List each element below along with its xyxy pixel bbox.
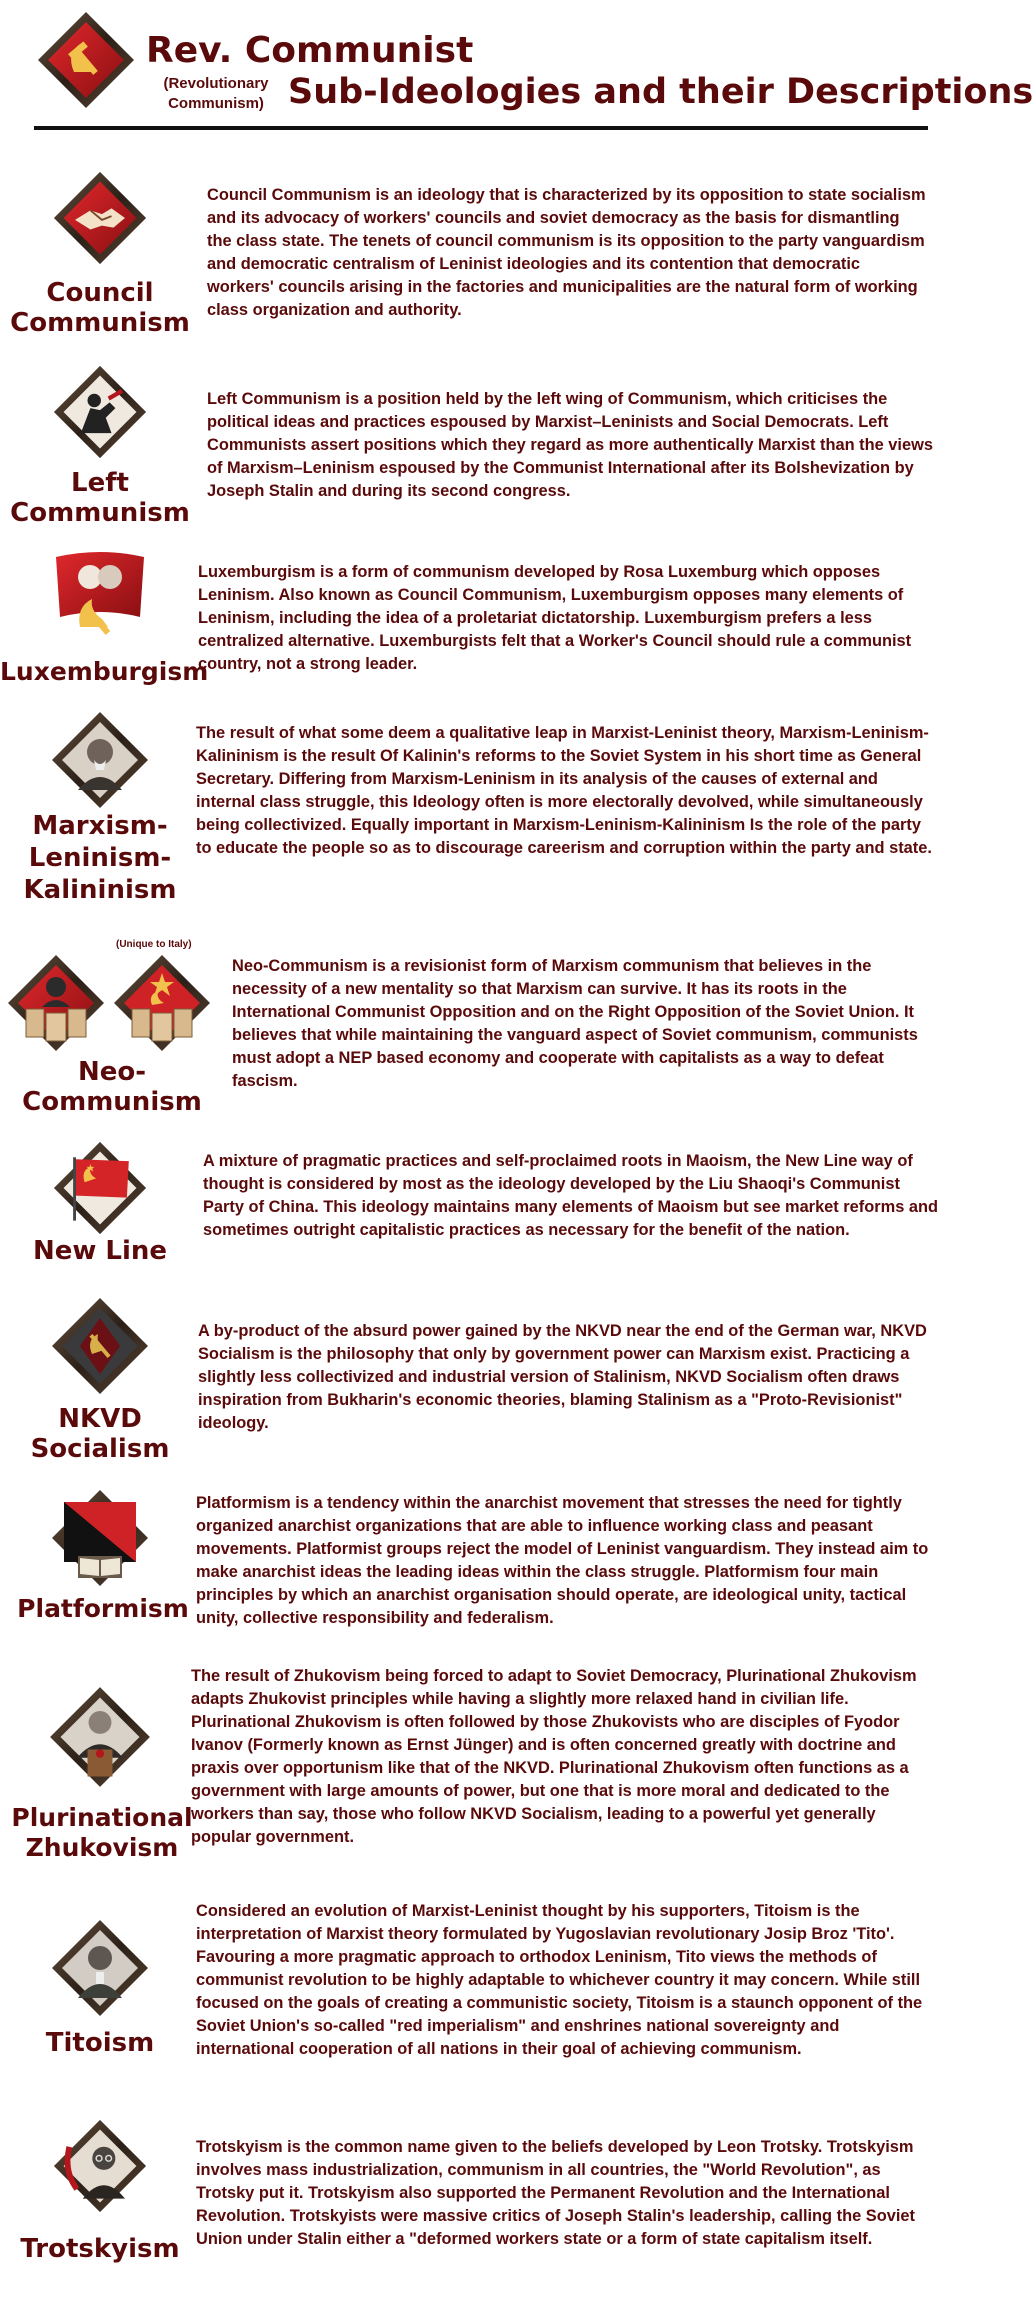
tito-portrait-icon <box>50 1918 150 2018</box>
ideology-description: Considered an evolution of Marxist-Leninist thought by his supporters, Titoism is the interpretation of Marxist theory formulated by Yugoslavian revolutionary Josip Broz 'Tito'. Favouring a more pragmatic approach to orthodox Leninism, Tito views the methods of communist revolution to be highly adaptable to whichever country it may concern. While still focused on the goals of creating a communistic society, Titoism is a staunch opponent of the Soviet Union's so-called "red imperialism" and enshrines national sovereignty and international cooperation of all nations in their goal of achieving communism. <box>196 1902 923 2058</box>
ideology-row <box>0 1292 952 1472</box>
ideology-label: Platformism <box>17 1594 189 1623</box>
ideology-row <box>0 710 952 920</box>
ideology-label: Neo-Communism <box>22 1057 202 1117</box>
market-bags-icon <box>112 953 212 1053</box>
ideology-label: Council Communism <box>10 278 190 338</box>
ideology-row <box>0 160 952 350</box>
ideology-row <box>0 1898 952 2098</box>
fighters-icon <box>52 364 148 460</box>
ideology-description: Platformism is a tendency within the anarchist movement that stresses the need for tightly organized anarchist organizations that are able to influence working class and peasant movements. Platformist groups reject the model of Leninist vanguardism. They instead aim to make anarchist ideas the leading ideas within the class struggle. Platformism four main principles by which an anarchist organisation should operate, are ideological unity, tactical unity, collective responsibility and federalism. <box>196 1494 929 1627</box>
trotsky-portrait-icon <box>52 2118 148 2214</box>
ideology-row <box>0 545 952 700</box>
ideology-description: Neo-Communism is a revisionist form of Marxism communism that believes in the necessity of a new mentality so that Marxism can survive. It has its roots in the International Communist Opposition and on the Right Opposition of the Soviet Union. It believes that while maintaining the vanguard aspect of Soviet communism, communists must adopt a NEP based economy and cooperate with capitalists as a way to defeat fascism. <box>232 957 918 1090</box>
ideology-description: Luxemburgism is a form of communism developed by Rosa Luxemburg which opposes Leninism. Also known as Council Communism, Luxemburgism opposes many elements of Leninism, including the idea of a proletariat dictatorship. Luxemburgism prefers a less centralized alternative. Luxemburgists felt that a Worker's Council should rule a communist country, not a strong leader. <box>198 563 912 673</box>
header-divider <box>34 126 928 130</box>
orator-portrait-icon <box>48 1685 152 1789</box>
ideology-description: Left Communism is a position held by the left wing of Communism, which criticises the political ideas and practices espoused by Marxist–Leninists and Social Democrats. Left Communists assert positions which they regard as more authentically Marxist than the views of Marxism–Leninism espoused by the Communist International after its Bolshevization by Joseph Stalin and during its second congress. <box>207 390 933 500</box>
ideology-row <box>0 360 952 530</box>
ideology-label: New Line <box>32 1236 168 1266</box>
ideology-description: Trotskyism is the common name given to the beliefs developed by Leon Trotsky. Trotskyism involves mass industrialization, communism in all countries, the "World Revolution", as Trotsky put it. Trotskyism also supported the Permanent Revolution and the International Revolution. Trotskyists were massive critics of Joseph Stalin's leadership, calling the Soviet Union under Stalin either a "deformed workers state or a form of state capitalism itself. <box>196 2138 915 2248</box>
ideology-row <box>0 2112 952 2297</box>
ideology-row <box>0 935 952 1135</box>
handshake-icon <box>52 170 148 266</box>
page-header <box>0 0 1033 132</box>
luxemburg-flag-icon <box>50 547 150 647</box>
availability-note: (Unique to Italy) <box>116 939 192 950</box>
market-bags-icon <box>6 953 106 1053</box>
ideology-row <box>0 1140 952 1285</box>
ideology-label: Luxemburgism <box>0 657 209 686</box>
ideology-row <box>0 1665 952 1890</box>
page-title: Rev. Communist <box>146 30 474 71</box>
ideology-label: Plurinational Zhukovism <box>11 1803 193 1862</box>
page-title-paren: (Revolutionary Communism) <box>163 75 269 112</box>
ideology-label: Left Communism <box>10 468 190 528</box>
ideology-label: Trotskyism <box>20 2234 180 2264</box>
ideology-description: The result of Zhukovism being forced to adapt to Soviet Democracy, Plurinational Zhukovism adapts Zhukovist principles while having a slightly more relaxed hand in civilian life. Plurinational Zhukovism is often followed by those Zhukovists who are disciples of Fyodor Ivanov (Formerly known as Ernst Jünger) and is often concerned greatly with doctrine and praxis over opportunism like that of the NKVD. Plurinational Zhukovism often functions as a government with large amounts of power, but one that is more moral and dedicated to the workers than say, those who follow NKVD Socialism, leading to a powerful yet generally popular government. <box>191 1667 917 1846</box>
soviet-flag-icon <box>52 1140 148 1236</box>
ideology-description: Council Communism is an ideology that is characterized by its opposition to state socialism and its advocacy of workers' councils and soviet democracy as the basis for dismantling the class state. The tenets of council communism is its opposition to the party vanguardism and democratic centralism of Leninist ideologies and its contention that democratic workers' councils arising in the factories and municipalities are the natural form of working class organization and authority. <box>207 186 926 319</box>
ideology-label: Titoism <box>45 2028 155 2058</box>
ideology-row <box>0 1482 952 1652</box>
ideology-description: A mixture of pragmatic practices and self-proclaimed roots in Maoism, the New Line way of thought is considered by most as the ideology developed by the Liu Shaoqi's Communist Party of China. This ideology maintains many elements of Maoism but see market reforms and sometimes outright capitalistic practices as necessary for the benefit of the nation. <box>203 1152 939 1239</box>
ideology-description: The result of what some deem a qualitative leap in Marxist-Leninist theory, Marxism-Leninism-Kalininism is the result Of Kalinin's reforms to the Soviet System in his short time as General Secretary. Differing from Marxism-Leninism in its analysis of the causes of external and internal class struggle, this Ideology often is more electorally devolved, while simultaneously being collectivized. Equally important in Marxism-Leninism-Kalininism Is the role of the party to educate the people so as to discourage careerism and corruption within the party and state. <box>196 724 932 857</box>
ideology-label: NKVD Socialism <box>30 1404 170 1464</box>
ideology-description: A by-product of the absurd power gained by the NKVD near the end of the German war, NKVD Socialism is the philosophy that only by government power can Marxism exist. Practicing a slightly less collectivized and industrial version of Stalinism, NKVD Socialism often draws inspiration from Bukharin's economic theories, blaming Stalinism as a "Proto-Revisionist" ideology. <box>198 1322 927 1432</box>
page-subtitle: Sub-Ideologies and their Descriptions <box>288 72 1033 112</box>
anarchist-flag-book-icon <box>50 1488 150 1588</box>
ideology-label: Marxism-Leninism-Kalininism <box>23 811 177 905</box>
kalinin-portrait-icon <box>50 710 150 810</box>
nkvd-emblem-icon <box>50 1296 150 1396</box>
hammer-sickle-icon <box>36 10 136 110</box>
